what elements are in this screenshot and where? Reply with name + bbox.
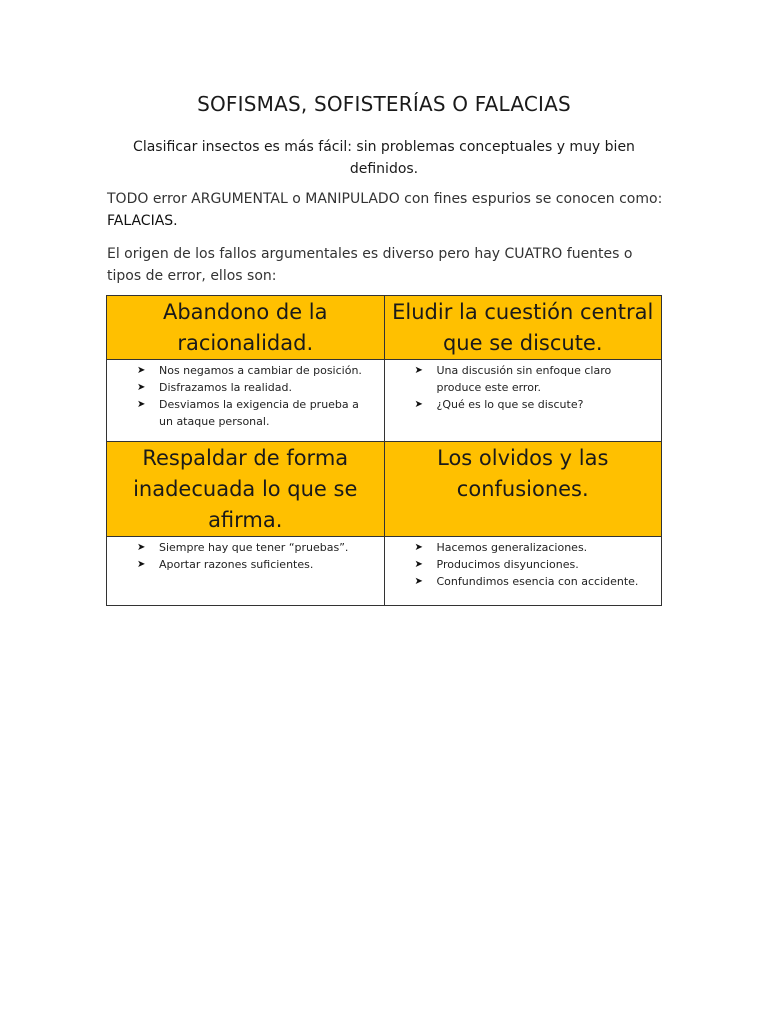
falacias-emphasis: FALACIAS. [107,213,178,229]
bullet-list [393,539,654,590]
table-heading-cell: Abandono de la racionalidad. [107,296,385,360]
bullet-list [115,539,376,573]
arrow-bullet-icon: ➤ [414,559,423,570]
list-item [393,396,654,413]
list-item [115,556,376,573]
list-item-text: ¿Qué es lo que se discute? [436,398,584,411]
list-item [115,539,376,556]
list-item [115,362,376,379]
bullet-list [393,362,654,413]
table-heading-cell: Respaldar de forma inadecuada lo que se afirma. [107,442,385,537]
arrow-bullet-icon: ➤ [137,365,146,376]
list-item-text: Desviamos la exigencia de prueba a un ataque personal. [159,398,359,428]
arrow-bullet-icon: ➤ [137,559,146,570]
list-item [115,396,376,430]
table-heading-cell: Los olvidos y las confusiones. [384,442,662,537]
list-item-text: Disfrazamos la realidad. [159,381,292,394]
list-item-text: Una discusión sin enfoque claro produce este error. [436,364,612,394]
arrow-bullet-icon: ➤ [137,542,146,553]
list-item [393,573,654,590]
list-item-text: Aportar razones suficientes. [159,558,314,571]
list-item [393,362,654,396]
paragraph-origin: El origen de los fallos argumentales es diverso pero hay CUATRO fuentes o tipos de error, ellos son: [107,246,633,284]
table-row [107,360,662,442]
list-item [115,379,376,396]
list-item-text: Confundimos esencia con accidente. [436,575,639,588]
list-item-text: Nos negamos a cambiar de posición. [159,364,362,377]
list-item [393,556,654,573]
list-item-text: Producimos disyunciones. [436,558,579,571]
arrow-bullet-icon: ➤ [414,365,423,376]
table-body-cell [384,537,662,606]
table-body-cell [107,537,385,606]
subtitle: Clasificar insectos es más fácil: sin problemas conceptuales y muy bien definidos. [133,139,635,177]
table-body-cell [384,360,662,442]
page-title: SOFISMAS, SOFISTERÍAS O FALACIAS [197,92,571,116]
list-item [393,539,654,556]
table-row [107,537,662,606]
table-body-cell [107,360,385,442]
paragraph-definition [107,188,667,232]
arrow-bullet-icon: ➤ [414,399,423,410]
bullet-list [115,362,376,430]
arrow-bullet-icon: ➤ [137,399,146,410]
list-item-text: Hacemos generalizaciones. [436,541,588,554]
arrow-bullet-icon: ➤ [414,542,423,553]
arrow-bullet-icon: ➤ [137,382,146,393]
arrow-bullet-icon: ➤ [414,576,423,587]
table-row [107,296,662,360]
table-heading-cell: Eludir la cuestión central que se discute. [384,296,662,360]
table-row [107,442,662,537]
paragraph-definition-text: TODO error ARGUMENTAL o MANIPULADO con fines espurios se conocen como: [107,191,663,207]
error-types-table [106,295,662,606]
list-item-text: Siempre hay que tener “pruebas”. [159,541,349,554]
